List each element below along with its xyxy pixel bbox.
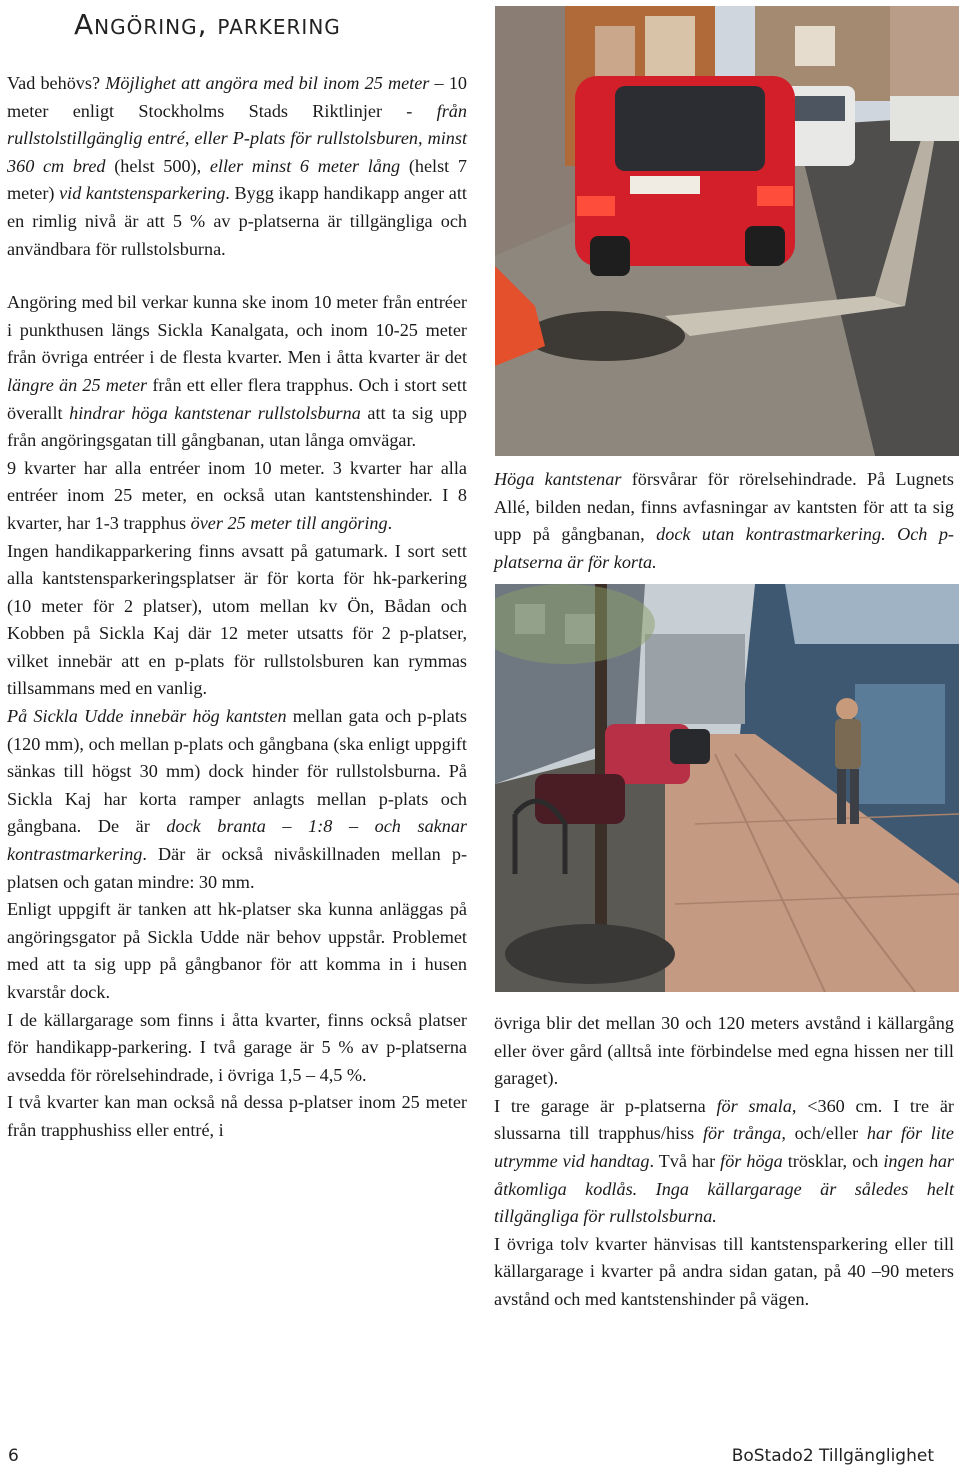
text-run: Vad behövs? — [7, 73, 106, 93]
text-run: I de källargarage som finns i åtta kvarter, finns också platser för handikapp-parkering. I två garage är 5 % av p-platserna avsedda för rörelsehindrade, i övriga 1,5 – 4,5 %. — [7, 1009, 467, 1085]
emphasized-text: från rullstolstillgänglig entré, eller P-plats för rullstolsburen, minst 360 cm bred — [7, 100, 467, 176]
emphasized-text: ingen har åtkomliga kodlås. Inga källargarage är således helt tillgängliga för rullstolsburna. — [494, 1150, 954, 1227]
publication-name: BoStado2 Tillgänglighet — [731, 1446, 934, 1466]
paragraph — [494, 1231, 954, 1314]
emphasized-text: hindrar höga kantstenar rullstolsburna — [69, 402, 361, 423]
emphasized-text: dock utan kontrastmarkering. Och p-platserna är för korta. — [494, 524, 954, 572]
sidewalk-photo — [495, 584, 959, 992]
emphasized-text: eller minst 6 meter lång — [209, 155, 401, 176]
text-run: . Två har — [649, 1150, 721, 1171]
text-run: I två kvarter kan man också nå dessa p-platser inom 25 meter från trapphushiss eller entré, i — [7, 1092, 467, 1140]
text-run: (helst 7 meter) — [7, 155, 467, 204]
street-parking-photo — [495, 6, 959, 456]
paragraph — [7, 1089, 467, 1144]
text-run: I övriga tolv kvarter hänvisas till kantstensparkering eller till källargarage i kvarter på andra sidan gatan, på 40 –90 meters avstånd och med kantstenshinder på vägen. — [494, 1233, 954, 1309]
emphasized-text: för smala — [716, 1095, 792, 1116]
text-run: (helst 500), — [105, 155, 210, 176]
text-run: . Bygg ikapp handikapp anger att en rimlig nivå är att 5 % av p-platserna är tillgängliga och användbara för rullstolsburna. — [7, 183, 467, 259]
text-run: 9 kvarter har alla entréer inom 10 meter. 3 kvarter har alla entréer inom 25 meter, en också utan kantstenshinder. I 8 kvarter, har 1-3 trapphus — [7, 457, 467, 533]
text-run: . Där är också nivåskillnaden mellan p-platsen och gatan mindre: 30 mm. — [7, 844, 467, 892]
emphasized-text: för höga — [720, 1150, 783, 1171]
right-column — [494, 1010, 954, 1314]
text-run: och/eller — [785, 1123, 867, 1144]
paragraph — [7, 703, 467, 896]
photo-caption — [494, 466, 954, 576]
emphasized-text: Möjlighet att angöra med bil inom 25 meter — [105, 73, 430, 93]
text-run: övriga blir det mellan 30 och 120 meters avstånd i källargång eller över gård (alltså inte förbindelse med egna hissen ner till garaget). — [494, 1013, 954, 1089]
emphasized-text: har för lite utrymme vid handtag — [494, 1123, 954, 1171]
paragraph — [494, 1010, 954, 1093]
text-run: Ingen handikapparkering finns avsatt på gatumark. I sort sett alla kantstensparkeringsplatser är för korta för hk-parkering (10 meter för 2 platser), utom mellan kv Ön, Bådan och Kobben på Sickla Kaj där 12 meter utsatts för 2 p-platser, vilket innebär att en p-plats för rullstolsburen kan rymmas tillsammans med en vanlig. — [7, 540, 467, 699]
emphasized-text: längre än 25 meter — [7, 374, 148, 395]
paragraph — [7, 538, 467, 704]
text-run: I tre garage är p-platserna — [494, 1095, 717, 1116]
text-run: försvårar för rörelsehindrade. På Lugnets Allé, bilden nedan, finns avfasningar av kantsten för att ta sig upp på gångbanan, — [494, 469, 954, 545]
paragraph — [7, 70, 467, 263]
text-run: , <360 cm. I tre är slussarna till trapphus/hiss — [494, 1095, 954, 1144]
text-run: Angöring med bil verkar kunna ske inom 10 meter från entréer i punkthusen längs Sickla Kanalgata, och inom 10-25 meter från övriga entréer i de flesta kvarter. Men i åtta kvarter är det — [7, 292, 467, 368]
text-run: att ta sig upp från angöringsgatan till gångbanan, utan långa omvägar. — [7, 402, 468, 451]
page-number: 6 — [8, 1446, 19, 1466]
emphasized-text: På Sickla Udde innebär hög kantsten — [7, 706, 287, 727]
emphasized-text: för trånga, — [702, 1123, 786, 1144]
left-column — [7, 70, 467, 1145]
paragraph — [7, 455, 467, 538]
emphasized-text: vid kantstensparkering — [59, 183, 226, 204]
text-run: Enligt uppgift är tanken att hk-platser ska kunna anläggas på angöringsgator på Sickla Udde när behov uppstår. Problemet med att ta sig upp på gångbanor för att komma in i husen kvarstår dock. — [7, 899, 467, 1002]
page-heading: Angöring, parkering — [74, 8, 341, 41]
text-run: – 10 meter enligt Stockholms Stads Riktlinjer - — [7, 73, 467, 121]
paragraph — [7, 289, 467, 455]
text-run: mellan gata och p-plats (120 mm), och mellan p-plats och gångbana (ska enligt uppgift sänkas till högst 30 mm) dock hinder för rullstolsburna. På Sickla Kaj har korta ramper anlagts mellan p-plats och gångbana. De är — [7, 706, 467, 837]
text-run: trösklar, och — [782, 1150, 884, 1171]
text-run: . — [387, 512, 393, 533]
emphasized-text: över 25 meter till angöring — [190, 512, 388, 533]
emphasized-text: Höga kantstenar — [494, 469, 622, 489]
paragraph — [7, 896, 467, 1006]
caption-text — [494, 466, 954, 576]
text-run: från ett eller flera trapphus. Och i stort sett överallt — [7, 374, 467, 423]
emphasized-text: dock branta – 1:8 – och saknar kontrastmarkering — [7, 816, 467, 865]
paragraph — [494, 1093, 954, 1231]
paragraph — [7, 1007, 467, 1090]
